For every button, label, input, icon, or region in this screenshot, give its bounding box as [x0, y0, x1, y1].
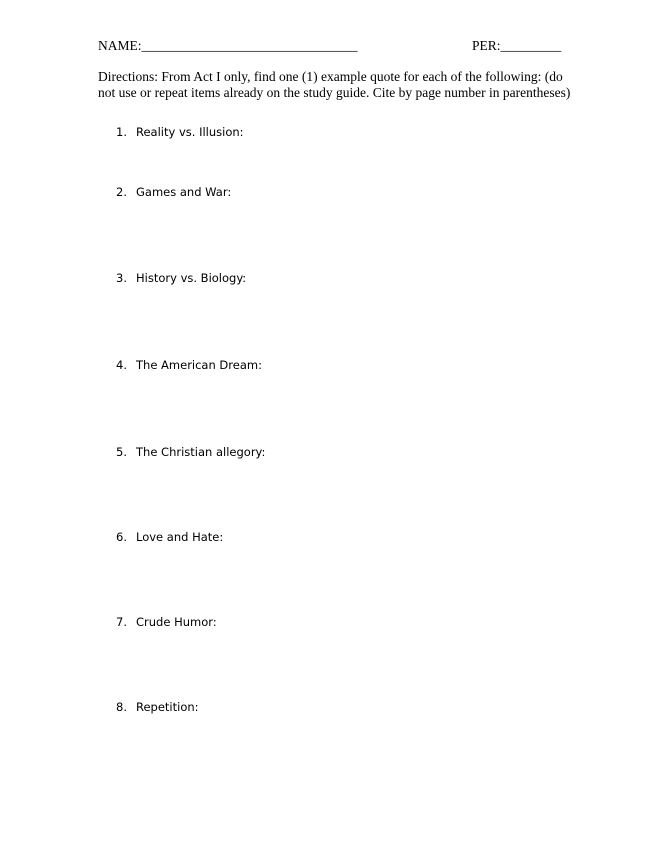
prompt-item: [116, 271, 246, 285]
period-field[interactable]: PER:_________: [472, 38, 562, 53]
prompt-item: [116, 615, 217, 629]
directions-line: not use or repeat items already on the study guide. Cite by page number in parentheses): [98, 84, 571, 100]
prompt-number: 5.: [116, 445, 127, 459]
prompt-label: Crude Humor:: [136, 615, 217, 629]
prompt-item: [116, 185, 231, 199]
prompt-item: [116, 530, 223, 544]
prompt-number: 1.: [116, 125, 127, 139]
prompt-number: 3.: [116, 271, 127, 285]
prompt-label: Games and War:: [136, 185, 232, 199]
prompt-label: Repetition:: [136, 700, 199, 714]
prompt-item: [116, 700, 199, 714]
prompt-item: [116, 358, 262, 372]
name-field[interactable]: NAME:________________________________: [98, 38, 358, 53]
prompt-label: History vs. Biology:: [136, 271, 247, 285]
prompt-label: Reality vs. Illusion:: [136, 125, 244, 139]
prompt-label: Love and Hate:: [136, 530, 224, 544]
prompt-item: [116, 445, 265, 459]
directions-line: Directions: From Act I only, find one (1) example quote for each of the following: (do: [98, 69, 563, 84]
prompt-label: The Christian allegory:: [136, 445, 266, 459]
prompt-number: 7.: [116, 615, 127, 629]
prompt-number: 8.: [116, 700, 127, 714]
prompt-number: 4.: [116, 358, 127, 372]
prompt-item: [116, 125, 244, 139]
prompt-number: 2.: [116, 185, 127, 199]
prompt-number: 6.: [116, 530, 127, 544]
prompt-label: The American Dream:: [136, 358, 262, 372]
